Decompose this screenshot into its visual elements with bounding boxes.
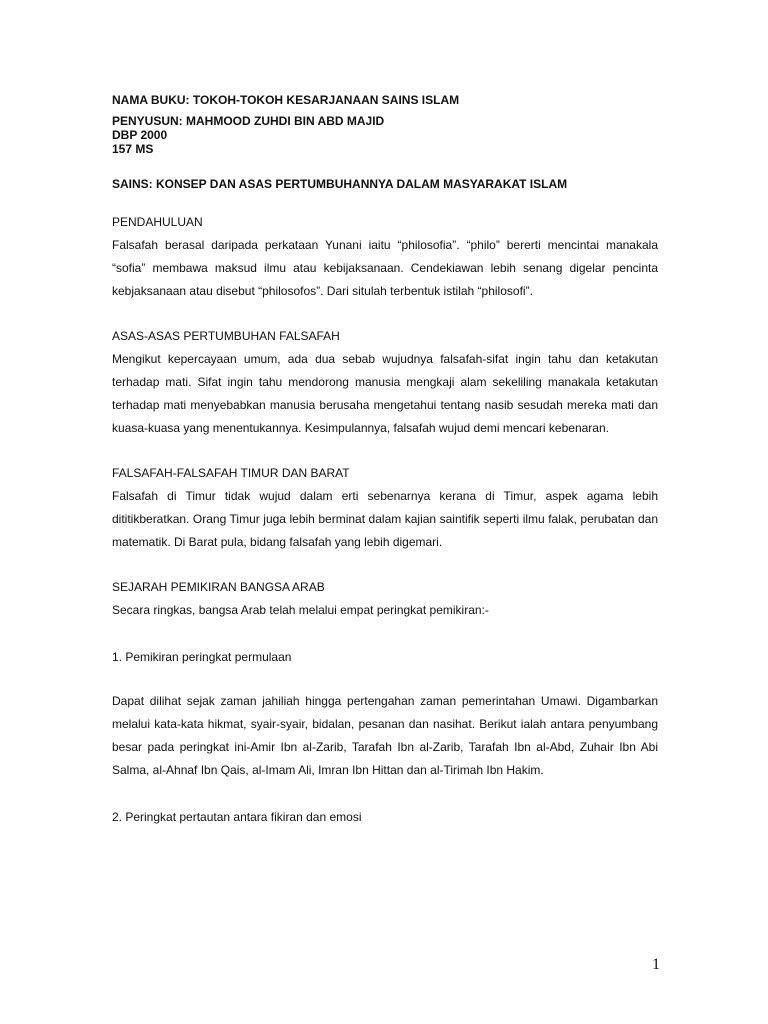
page-number: 1 — [652, 956, 660, 973]
chapter-title: SAINS: KONSEP DAN ASAS PERTUMBUHANNYA DALAM MASYARAKAT ISLAM — [112, 177, 568, 191]
section-paragraph-pendahuluan: Falsafah berasal daripada perkataan Yunani iaitu “philosofia”. “philo” bererti mencintai manakala “sofia” membawa maksud ilmu atau kebijaksanaan. Cendekiawan lebih senang digelar pencinta kebjaksanaan atau disebut “philosofos”. Dari situlah terbentuk istilah “philosofi”. — [112, 238, 658, 298]
section-heading-timur-barat: FALSAFAH-FALSAFAH TIMUR DAN BARAT — [112, 466, 350, 480]
list-paragraph-1: Dapat dilihat sejak zaman jahiliah hingga pertengahan zaman pemerintahan Umawi. Digambarkan melalui kata-kata hikmat, syair-syair, bidalan, pesanan dan nasihat. Berikut ialah antara penyumbang besar pada peringkat ini-Amir Ibn al-Zarib, Tarafah Ibn al-Zarib, Tarafah Ibn al-Abd, Zuhair Ibn Abi Salma, al-Ahnaf Ibn Qais, al-Imam Ali, Imran Ibn Hittan dan al-Tirimah Ibn Hakim. — [112, 694, 658, 777]
book-title: NAMA BUKU: TOKOH-TOKOH KESARJANAAN SAINS ISLAM — [112, 93, 460, 107]
section-heading-pendahuluan: PENDAHULUAN — [112, 215, 203, 229]
page-count-line: 157 MS — [112, 142, 154, 156]
meta-spacer — [112, 107, 658, 114]
document-body — [112, 93, 658, 826]
section-heading-asas: ASAS-ASAS PERTUMBUHAN FALSAFAH — [112, 329, 340, 343]
section-paragraph-timur-barat: Falsafah di Timur tidak wujud dalam erti sebenarnya kerana di Timur, aspek agama lebih dititikberatkan. Orang Timur juga lebih berminat dalam kajian saintifik seperti ilmu falak, perubatan dan matematik. Di Barat pula, bidang falsafah yang lebih digemari. — [112, 489, 658, 549]
section-heading-sejarah: SEJARAH PEMIKIRAN BANGSA ARAB — [112, 580, 325, 594]
list-item-1: 1. Pemikiran peringkat permulaan — [112, 650, 292, 664]
list-item-2: 2. Peringkat pertautan antara fikiran dan emosi — [112, 810, 362, 824]
section-paragraph-asas: Mengikut kepercayaan umum, ada dua sebab wujudnya falsafah-sifat ingin tahu dan ketakutan terhadap mati. Sifat ingin tahu mendorong manusia mengkaji alam sekeliling manakala ketakutan terhadap mati menyebabkan manusia berusaha mengetahui tentang nasib sesudah mereka mati dan kuasa-kuasa yang menentukannya. Kesimpulannya, falsafah wujud demi mencari kebenaran. — [112, 352, 658, 435]
publisher-line: DBP 2000 — [112, 128, 168, 142]
compiler-line: PENYUSUN: MAHMOOD ZUHDI BIN ABD MAJID — [112, 114, 385, 128]
section-paragraph-sejarah: Secara ringkas, bangsa Arab telah melalui empat peringkat pemikiran:- — [112, 603, 489, 617]
